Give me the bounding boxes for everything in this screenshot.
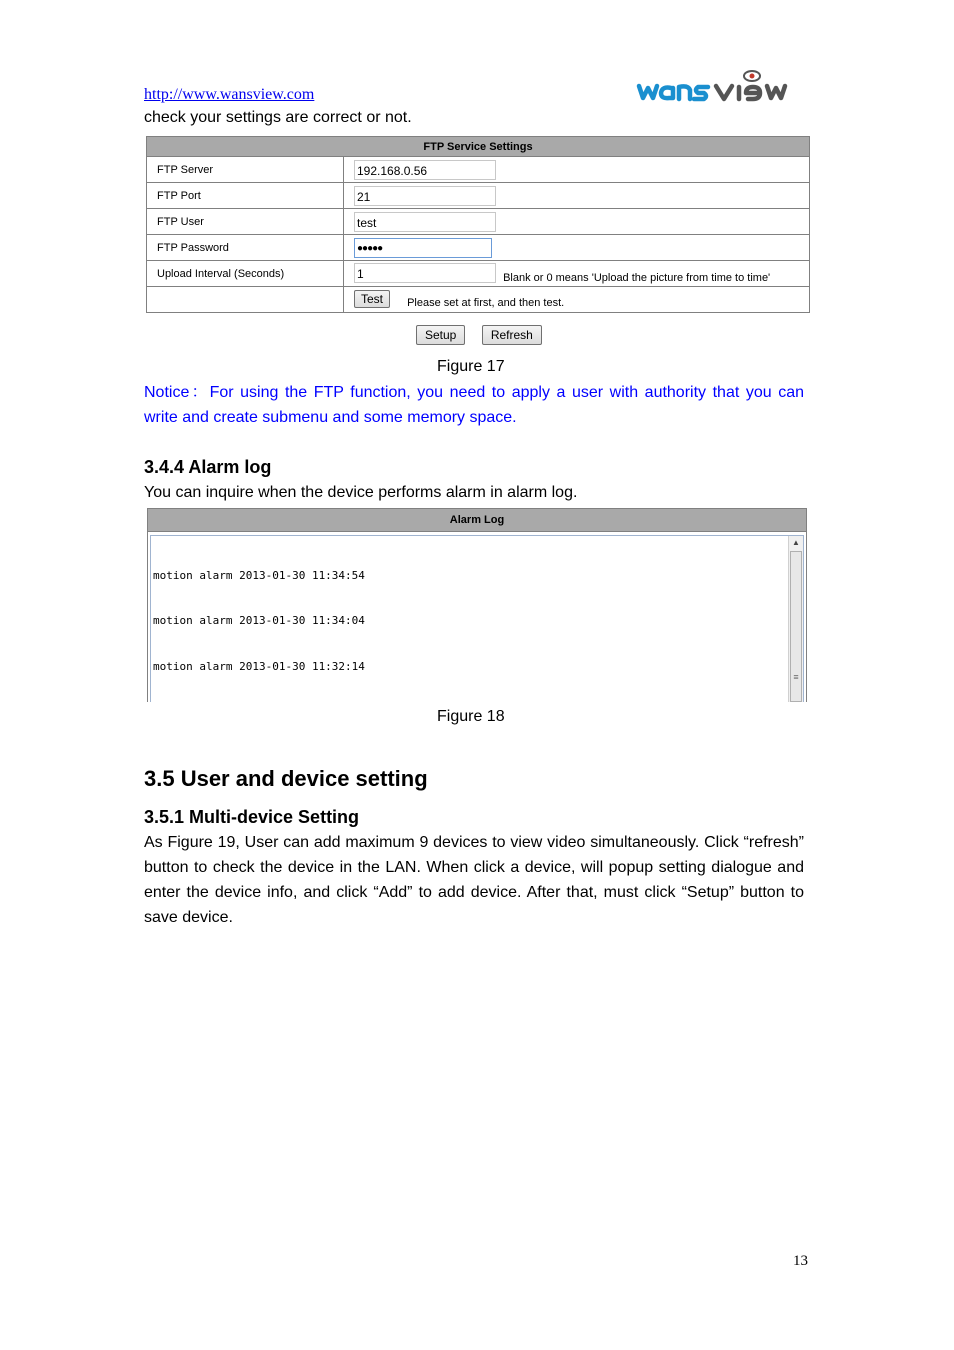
- notice-text: Notice：For using the FTP function, you need to apply a user with authority that you can write and create submenu and some memory space.: [144, 384, 805, 426]
- ftp-password-label: FTP Password: [147, 235, 344, 261]
- upload-interval-hint: Blank or 0 means 'Upload the picture from time to time': [503, 271, 771, 284]
- ftp-port-input[interactable]: 21: [354, 186, 496, 206]
- test-row-empty-cell: [147, 287, 344, 313]
- upload-interval-label: Upload Interval (Seconds): [147, 261, 344, 287]
- test-button[interactable]: Test: [354, 290, 390, 308]
- section-3-5-1-text: As Figure 19, User can add maximum 9 devices to view video simultaneously. Click “refresh” button to check the device in the LAN. When click a device, will popup setting dialogue and enter the device info, and click “Add” to add device. After that, must click “Setup” button to save device.: [144, 834, 804, 926]
- ftp-action-buttons: [416, 325, 542, 345]
- alarm-entry: motion alarm 2013-01-30 11:32:14: [153, 659, 365, 673]
- ftp-user-input[interactable]: test: [354, 212, 496, 232]
- section-3-4-4-text: You can inquire when the device performs alarm in alarm log.: [144, 484, 578, 501]
- figure-17-caption: Figure 17: [437, 358, 505, 375]
- alarm-log-list[interactable]: [150, 535, 804, 702]
- figure-18-caption: Figure 18: [437, 708, 505, 725]
- website-link[interactable]: http://www.wansview.com: [144, 86, 315, 103]
- intro-line: check your settings are correct or not.: [144, 109, 412, 126]
- setup-button[interactable]: Setup: [416, 325, 465, 345]
- section-3-5-heading: 3.5 User and device setting: [144, 766, 428, 791]
- alarm-log-panel: [147, 508, 807, 702]
- wansview-logo: [636, 66, 806, 106]
- section-3-5-1-heading: 3.5.1 Multi-device Setting: [144, 807, 360, 827]
- test-hint: Please set at first, and then test.: [407, 297, 565, 309]
- ftp-server-label: FTP Server: [147, 157, 344, 183]
- alarm-entry: motion alarm 2013-01-30 11:34:04: [153, 614, 365, 628]
- scroll-grip-icon: ≡: [793, 672, 799, 682]
- alarm-log-scrollbar[interactable]: [788, 536, 803, 702]
- ftp-server-input[interactable]: 192.168.0.56: [354, 160, 496, 180]
- ftp-table-title: FTP Service Settings: [147, 137, 810, 157]
- page-number: 13: [793, 1253, 808, 1269]
- ftp-port-label: FTP Port: [147, 183, 344, 209]
- upload-interval-input[interactable]: 1: [354, 263, 496, 283]
- alarm-entry: motion alarm 2013-01-30 11:34:54: [153, 569, 365, 583]
- scroll-thumb[interactable]: [790, 551, 802, 702]
- refresh-button[interactable]: Refresh: [482, 325, 542, 345]
- scroll-up-arrow-icon[interactable]: ▲: [792, 538, 800, 547]
- section-3-4-4-heading: 3.4.4 Alarm log: [144, 457, 272, 477]
- ftp-password-input[interactable]: ●●●●●: [354, 238, 492, 258]
- ftp-settings-table: [146, 136, 810, 313]
- alarm-log-title: Alarm Log: [148, 509, 806, 532]
- ftp-user-label: FTP User: [147, 209, 344, 235]
